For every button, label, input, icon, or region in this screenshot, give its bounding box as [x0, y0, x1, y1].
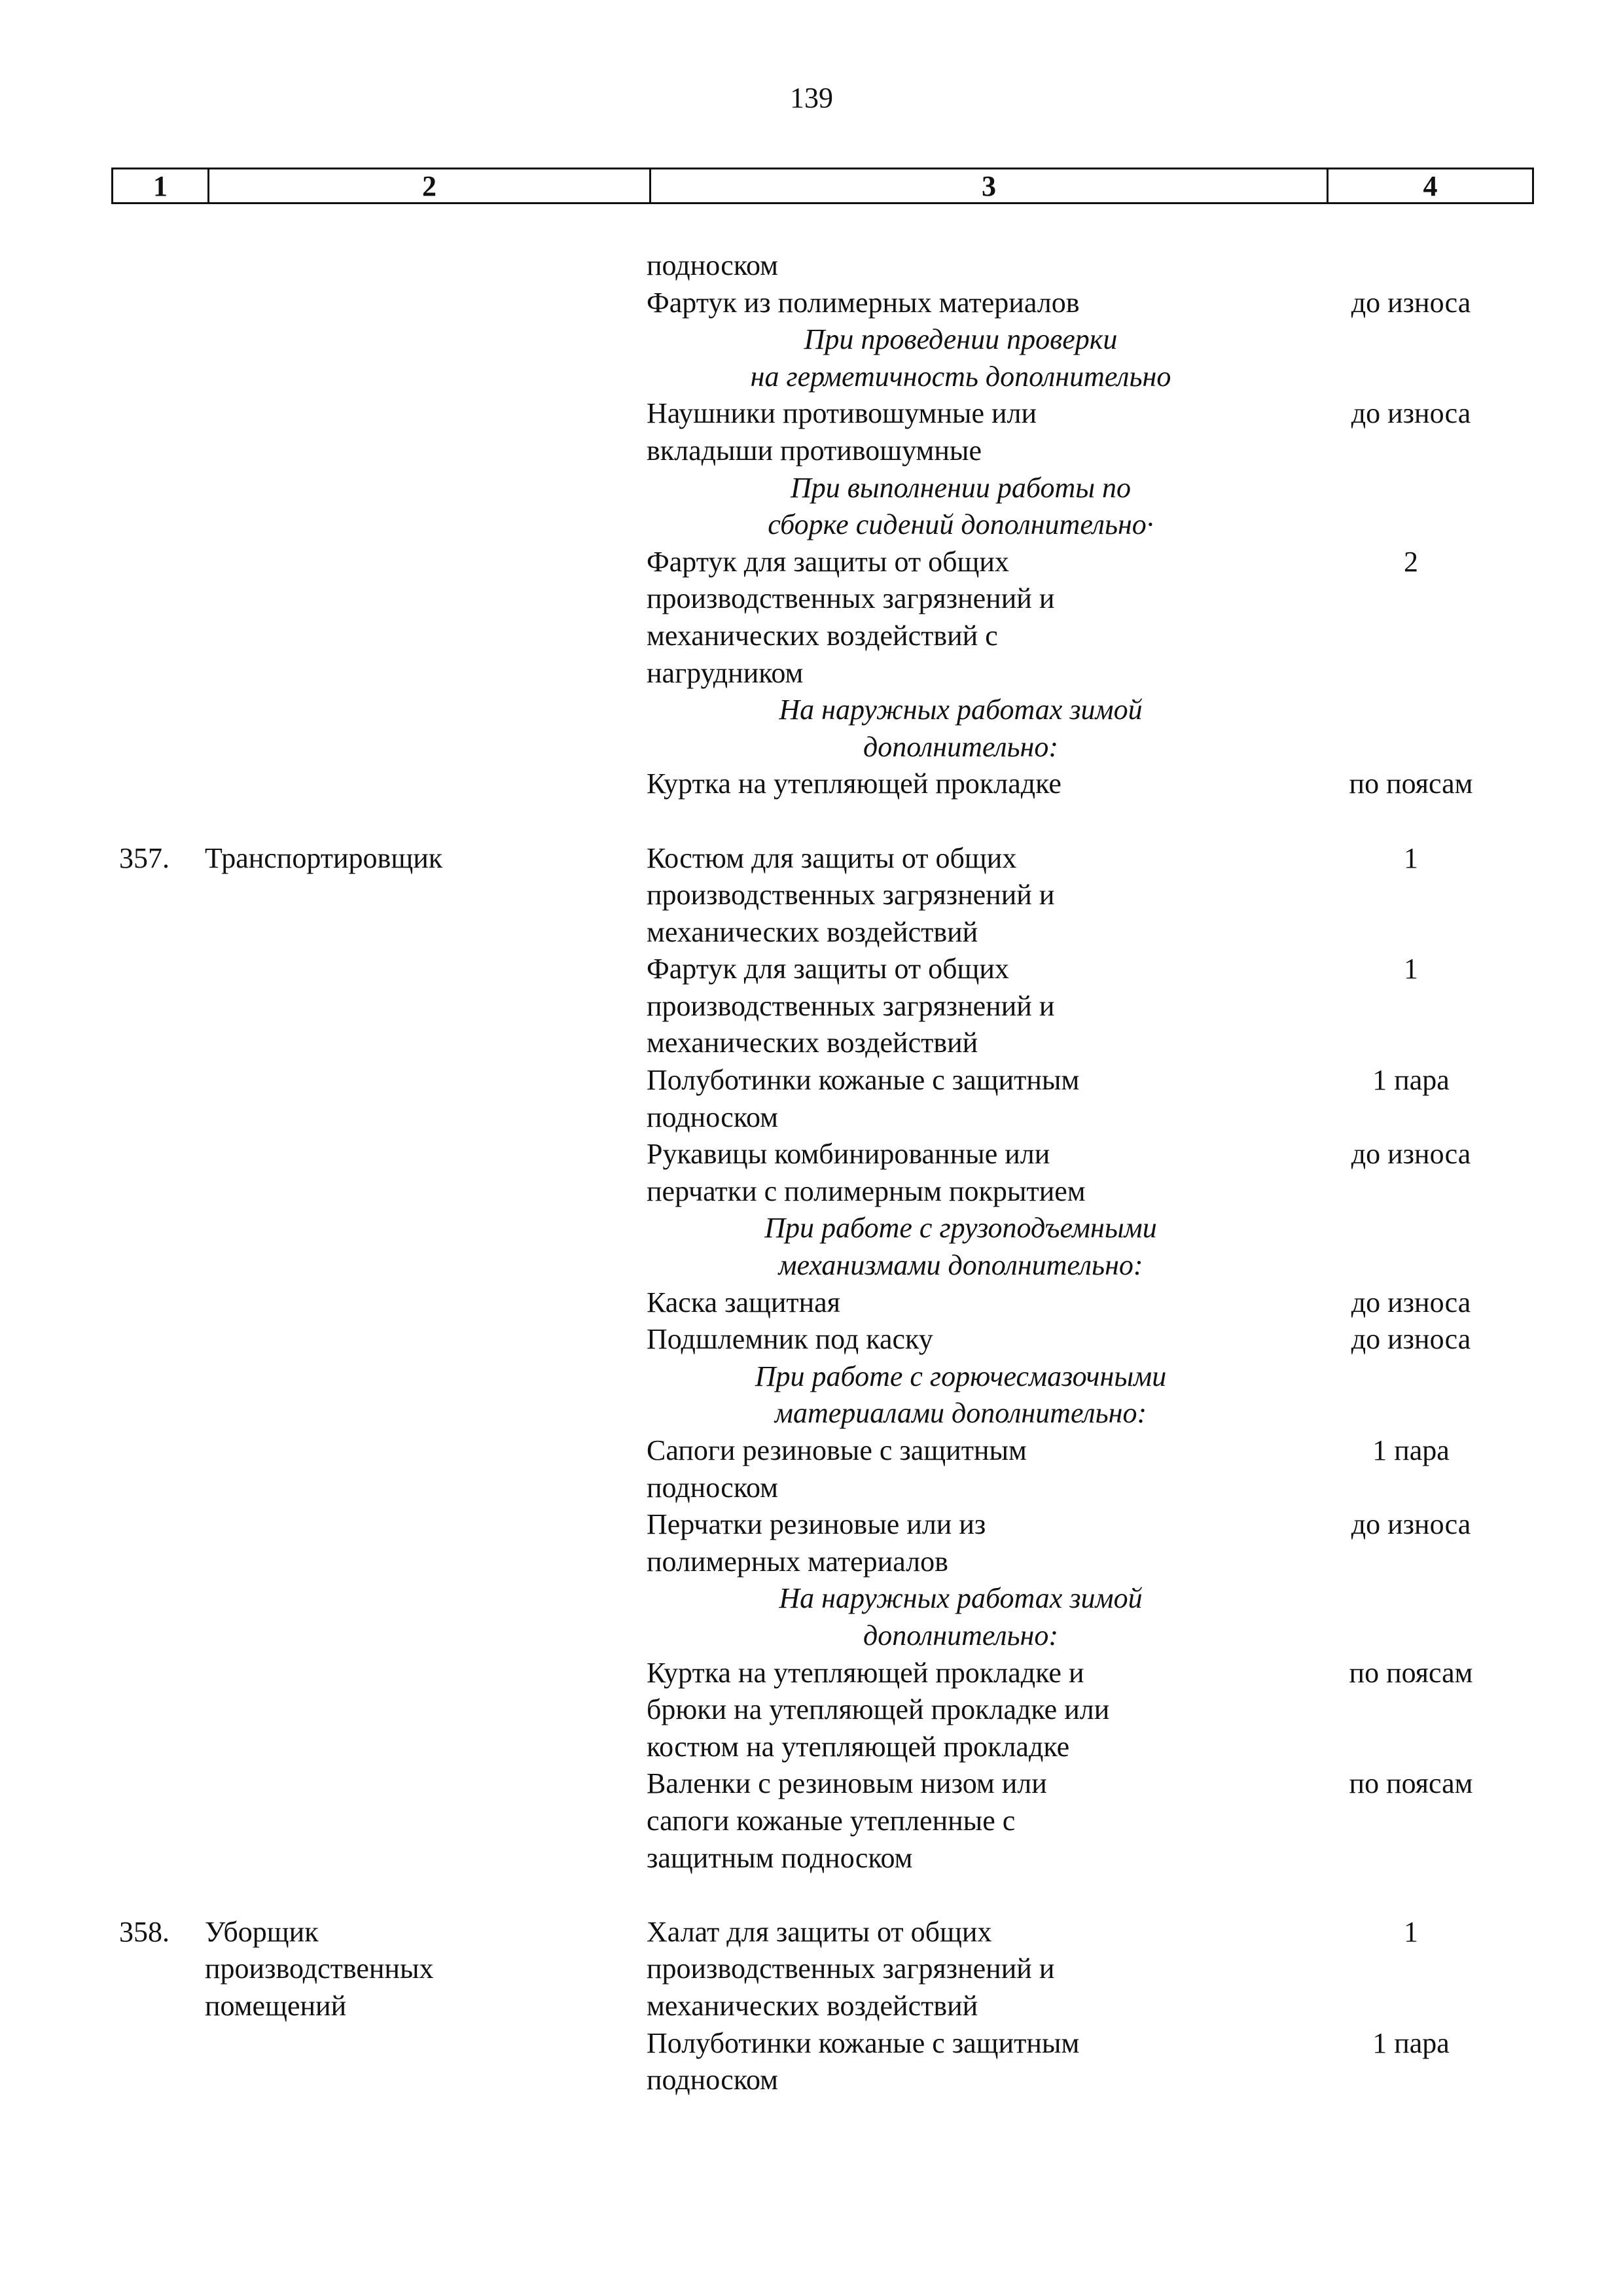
ppe-issue-norm: [1288, 2062, 1534, 2099]
column-header-row: [111, 168, 1534, 204]
ppe-issue-norm: 1: [1404, 841, 1418, 874]
ppe-item: [633, 840, 1534, 951]
ppe-item-line: [633, 914, 1534, 951]
ppe-item-text: механических воздействий: [647, 1989, 978, 2022]
ppe-item-text: Полуботинки кожаные с защитным: [647, 1064, 1080, 1097]
ppe-issue-norm: по поясам: [1349, 1656, 1473, 1689]
ppe-item-line: [633, 1840, 1534, 1877]
ppe-item-text: Костюм для защиты от общих: [647, 841, 1017, 874]
ppe-item-text: производственных загрязнений и: [647, 879, 1055, 911]
ppe-item-line: [633, 2062, 1534, 2099]
condition-line: материалами дополнительно:: [774, 1397, 1147, 1430]
ppe-item-line: [633, 1914, 1534, 1951]
ppe-item-text: механических воздействий: [647, 1027, 978, 1059]
condition-line: При выполнении работы по: [790, 471, 1132, 504]
condition-line: При работе с грузоподъемными: [764, 1212, 1157, 1245]
ppe-list: [633, 1914, 1534, 2099]
ppe-item-line: [633, 1691, 1534, 1729]
ppe-item-text: подноском: [647, 2064, 778, 2096]
ppe-item-text: нагрудником: [647, 656, 804, 689]
ppe-item: [633, 395, 1534, 469]
ppe-item-text: Фартук для защиты от общих: [647, 953, 1009, 985]
ppe-issue-norm: по поясам: [1349, 768, 1473, 800]
ppe-issue-norm: 1: [1404, 953, 1418, 985]
profession-name-line: Уборщик: [205, 1915, 319, 1948]
ppe-item-line: [633, 1951, 1534, 1988]
ppe-item-line: [633, 1025, 1534, 1062]
ppe-item-line: [633, 1988, 1534, 2025]
ppe-issue-norm: до износа: [1351, 1286, 1471, 1318]
profession-name: [198, 247, 633, 803]
ppe-item-line: [633, 1470, 1534, 1507]
ppe-item: [633, 1432, 1534, 1506]
ppe-item-text: сапоги кожаные утепленные с: [647, 1804, 1016, 1837]
ppe-item-text: производственных загрязнений и: [647, 582, 1055, 615]
ppe-item-line: [633, 1729, 1534, 1766]
ppe-item: [633, 1062, 1534, 1136]
ppe-item: [633, 1321, 1534, 1358]
ppe-item: [633, 1765, 1534, 1877]
ppe-item-text: механических воздействий: [647, 915, 978, 948]
ppe-issue-norm: [1288, 877, 1534, 914]
entry-number: 358.: [119, 1915, 169, 1948]
ppe-issue-norm: до износа: [1351, 286, 1471, 319]
condition-line: дополнительно:: [863, 1619, 1059, 1651]
ppe-item-line: [633, 840, 1534, 877]
ppe-issue-norm: 1 пара: [1372, 1434, 1450, 1466]
profession-entry: [111, 840, 1534, 1877]
ppe-issue-norm: 2: [1404, 545, 1418, 578]
condition-note: [633, 470, 1534, 544]
profession-name-line: производственных: [205, 1952, 434, 1985]
ppe-issue-norm: [1288, 1951, 1534, 1988]
ppe-item-text: подноском: [647, 1471, 778, 1504]
ppe-item-line: [633, 618, 1534, 655]
ppe-issue-norm: до износа: [1351, 397, 1471, 430]
condition-line: дополнительно:: [863, 730, 1059, 763]
ppe-item-text: Куртка на утепляющей прокладке: [647, 768, 1061, 800]
profession-name: [198, 1914, 633, 2099]
ppe-issue-norm: [1288, 618, 1534, 655]
ppe-item: [633, 285, 1534, 322]
ppe-item-line: [633, 1655, 1534, 1692]
ppe-item-text: брюки на утепляющей прокладке или: [647, 1693, 1110, 1726]
ppe-item-line: [633, 544, 1534, 581]
ppe-item: [633, 1655, 1534, 1766]
condition-line: сборке сидений дополнительно·: [768, 508, 1154, 541]
continued-entry: [111, 247, 1534, 803]
ppe-item-line: [633, 247, 1534, 285]
ppe-issue-norm: до износа: [1351, 1508, 1471, 1541]
ppe-issue-norm: [1288, 580, 1534, 618]
condition-note: [633, 1210, 1534, 1284]
condition-note: [633, 1580, 1534, 1654]
ppe-issue-norm: [1288, 655, 1534, 692]
condition-line: При работе с горючесмазочными: [755, 1360, 1167, 1392]
ppe-item-text: Халат для защиты от общих: [647, 1915, 992, 1948]
ppe-item-line: [633, 1099, 1534, 1137]
ppe-item-text: костюм на утепляющей прокладке: [647, 1730, 1070, 1763]
condition-note: [633, 321, 1534, 395]
ppe-item-text: производственных загрязнений и: [647, 1952, 1055, 1985]
ppe-list: [633, 247, 1534, 803]
ppe-item-text: защитным подноском: [647, 1841, 913, 1874]
ppe-item-text: Каска защитная: [647, 1286, 840, 1318]
ppe-issue-norm: [1288, 247, 1534, 285]
ppe-issue-norm: [1288, 1988, 1534, 2025]
ppe-issue-norm: 1 пара: [1372, 2026, 1450, 2059]
ppe-item-line: [633, 766, 1534, 803]
profession-name: [198, 840, 633, 1877]
ppe-item-text: подноском: [647, 249, 778, 281]
entry-number: [111, 247, 198, 803]
ppe-issue-norm: [1288, 433, 1534, 470]
ppe-item-text: перчатки с полимерным покрытием: [647, 1174, 1086, 1207]
ppe-item-text: механических воздействий с: [647, 619, 998, 652]
ppe-issue-norm: 1: [1404, 1915, 1418, 1948]
ppe-item-line: [633, 1803, 1534, 1840]
ppe-item: [633, 766, 1534, 803]
ppe-item-line: [633, 951, 1534, 988]
ppe-issue-norm: [1288, 914, 1534, 951]
ppe-issue-norm: по поясам: [1349, 1767, 1473, 1800]
ppe-item-line: [633, 1173, 1534, 1210]
ppe-issue-norm: [1288, 1544, 1534, 1581]
ppe-issue-norm: [1288, 1840, 1534, 1877]
ppe-item-line: [633, 1136, 1534, 1173]
condition-line: На наружных работах зимой: [779, 694, 1143, 726]
ppe-item-text: Сапоги резиновые с защитным: [647, 1434, 1027, 1466]
ppe-item-text: Фартук из полимерных материалов: [647, 286, 1080, 319]
ppe-item-line: [633, 580, 1534, 618]
ppe-item-text: подноском: [647, 1101, 778, 1133]
ppe-item: [633, 247, 1534, 285]
ppe-issue-norm: [1288, 1173, 1534, 1210]
ppe-item-line: [633, 1284, 1534, 1322]
ppe-issue-norm: [1288, 1099, 1534, 1137]
ppe-item-line: [633, 655, 1534, 692]
ppe-item-line: [633, 1544, 1534, 1581]
condition-line: на герметичность дополнительно: [750, 360, 1171, 393]
ppe-item-text: Полуботинки кожаные с защитным: [647, 2026, 1080, 2059]
ppe-item-line: [633, 285, 1534, 322]
ppe-item: [633, 1914, 1534, 2025]
profession-name-line: Транспортировщик: [205, 841, 443, 874]
ppe-item: [633, 544, 1534, 692]
ppe-item-line: [633, 1506, 1534, 1544]
ppe-issue-norm: до износа: [1351, 1323, 1471, 1356]
condition-line: На наружных работах зимой: [779, 1582, 1143, 1615]
ppe-item: [633, 1284, 1534, 1322]
condition-note: [633, 1358, 1534, 1432]
entry-number: 357.: [119, 841, 169, 874]
condition-line: механизмами дополнительно:: [778, 1249, 1143, 1282]
ppe-issue-norm: 1 пара: [1372, 1064, 1450, 1097]
ppe-item-line: [633, 2025, 1534, 2062]
column-header-4: 4: [1327, 169, 1532, 202]
ppe-table-body: [111, 247, 1534, 2099]
ppe-item-line: [633, 1432, 1534, 1470]
ppe-item-line: [633, 395, 1534, 433]
column-header-3: 3: [649, 169, 1327, 202]
ppe-item-text: вкладыши противошумные: [647, 434, 982, 467]
ppe-item-text: полимерных материалов: [647, 1545, 948, 1578]
ppe-item-text: Рукавицы комбинированные или: [647, 1138, 1050, 1171]
ppe-item: [633, 2025, 1534, 2099]
ppe-item-line: [633, 433, 1534, 470]
column-header-1: 1: [153, 169, 168, 202]
ppe-item-text: Куртка на утепляющей прокладке и: [647, 1656, 1084, 1689]
column-header-2: 2: [207, 169, 649, 202]
ppe-item-text: Фартук для защиты от общих: [647, 545, 1009, 578]
ppe-item-line: [633, 988, 1534, 1025]
ppe-item-text: Валенки с резиновым низом или: [647, 1767, 1047, 1800]
ppe-issue-norm: [1288, 1470, 1534, 1507]
ppe-item: [633, 951, 1534, 1062]
condition-line: При проведении проверки: [804, 323, 1118, 356]
ppe-item: [633, 1136, 1534, 1210]
ppe-item-text: Подшлемник под каску: [647, 1323, 933, 1356]
ppe-item-text: Перчатки резиновые или из: [647, 1508, 986, 1541]
ppe-issue-norm: [1288, 1803, 1534, 1840]
ppe-issue-norm: [1288, 1025, 1534, 1062]
ppe-issue-norm: до износа: [1351, 1138, 1471, 1171]
ppe-issue-norm: [1288, 1691, 1534, 1729]
profession-entry: [111, 1914, 1534, 2099]
ppe-list: [633, 840, 1534, 1877]
ppe-issue-norm: [1288, 988, 1534, 1025]
ppe-issue-norm: [1288, 1729, 1534, 1766]
ppe-item-line: [633, 1321, 1534, 1358]
ppe-item-line: [633, 1765, 1534, 1803]
page-number: 139: [790, 82, 833, 114]
ppe-item-line: [633, 1062, 1534, 1099]
ppe-item-text: Наушники противошумные или: [647, 397, 1037, 430]
ppe-item-line: [633, 877, 1534, 914]
ppe-item: [633, 1506, 1534, 1580]
ppe-item-text: производственных загрязнений и: [647, 989, 1055, 1022]
profession-name-line: помещений: [205, 1989, 347, 2022]
condition-note: [633, 692, 1534, 766]
